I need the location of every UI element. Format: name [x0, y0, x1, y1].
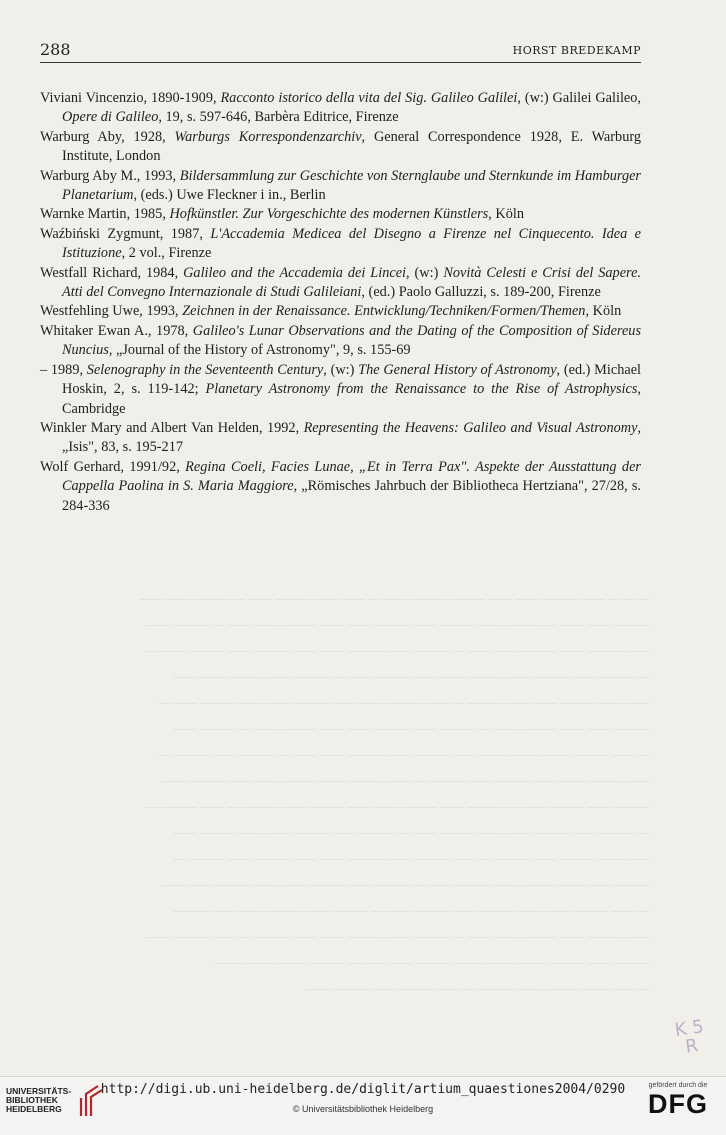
dfg-logo[interactable]: DFG	[648, 1089, 708, 1119]
reference-text: , Köln	[488, 206, 524, 223]
reference-text: , „Journal of the History of Astronomy", 9, s. 155-69	[108, 342, 411, 359]
reference-text: , (w:) Galilei Galileo,	[517, 90, 641, 106]
reference-text: Warburg Aby M., 1993,	[40, 167, 180, 184]
reference-text: , „Römisches Jahrbuch der Bibliotheca Hertziana", 27/28, s. 284-336	[62, 478, 641, 514]
reference-text: , General Correspondence 1928, E. Warburg Institute, London	[62, 128, 641, 165]
reference-entry	[40, 225, 641, 264]
pencil-note-line: K 5	[673, 1016, 705, 1042]
reference-text: , (w:)	[406, 264, 444, 281]
reference-title: Representing the Heavens: Galileo and Visual Astronomy	[303, 419, 638, 436]
logo-line: BIBLIOTHEK	[6, 1095, 58, 1105]
reference-entry	[40, 167, 641, 206]
reference-title: Regina Coeli, Facies Lunae, „Et in Terra Pax". Aspekte der Ausstattung der Cappella Paolina in S. Maria Maggiore	[62, 458, 641, 495]
copyright-notice: © Universitätsbibliothek Heidelberg	[292, 1104, 434, 1114]
reference-title: Selenography in the Seventeenth Century	[86, 361, 324, 378]
page-number: 288	[40, 40, 71, 59]
reference-title: Opere di Galileo	[62, 109, 159, 126]
reference-title: The General History of Astronomy	[358, 361, 557, 378]
reference-text: Winkler Mary and Albert Van Helden, 1992,	[40, 419, 304, 436]
reference-text: Warburg Aby, 1928,	[40, 128, 175, 145]
reference-text: , (w:)	[323, 361, 359, 378]
reference-text: Wolf Gerhard, 1991/92,	[40, 458, 186, 475]
reference-list	[40, 89, 641, 516]
reference-entry	[40, 458, 641, 516]
reference-title: Planetary Astronomy from the Renaissance to the Rise of Astrophysics	[205, 381, 638, 398]
reference-title: Zeichnen in der Renaissance. Entwicklung/Techniken/Formen/Themen	[182, 303, 586, 320]
reference-title: Hofkünstler. Zur Vorgeschichte des modernen Künstlers	[169, 206, 489, 223]
logo-line: HEIDELBERG	[6, 1104, 62, 1114]
reference-entry	[40, 302, 641, 321]
reference-text: Westfall Richard, 1984,	[40, 264, 184, 281]
reference-title: Galileo and the Accademia dei Lincei	[183, 264, 407, 281]
reference-title: Bildersammlung zur Geschichte von Sternglaube und Sternkunde im Hamburger Planetarium	[62, 167, 641, 204]
funder-block	[638, 1082, 718, 1119]
reference-text: , Köln	[585, 303, 622, 320]
reference-entry	[40, 205, 641, 224]
reference-text: Westfehling Uwe, 1993,	[40, 303, 183, 320]
reference-text: , Cambridge	[62, 381, 641, 417]
reference-text: Viviani Vincenzio, 1890-1909,	[40, 90, 221, 106]
reference-entry	[40, 419, 641, 458]
reference-text: , (eds.) Uwe Fleckner i in., Berlin	[133, 187, 326, 204]
reference-text: , (ed.) Paolo Galluzzi, s. 189-200, Firenze	[361, 284, 601, 301]
reference-entry	[40, 264, 641, 303]
reference-text: , 19, s. 597-646, Barbèra Editrice, Firenze	[158, 109, 399, 126]
reference-text: , (ed.) Michael Hoskin, 2, s. 119-142;	[62, 361, 642, 398]
footer-bar	[0, 1076, 726, 1135]
reference-title: Warburgs Korrespondenzarchiv	[174, 128, 362, 145]
show-through-text: — — — —— ——— —— —— ——— ——— —— — —— —— ——— —— — ——— —— —— ——— —— —— — ——— —— ——— —— ——— —— —— ——— —— —— — ——— —— —— ——— —— ——— —— —— — ——— —— ——— —— —— ——— —— ——— —— — — ——— —— ——— —— ——— —— —— ——— —— — ——— —— ——— —— —— —— —— ——— —— —— ——— — —— ——— —— —— ——— —— —— ——— —— — ——— —— —— ——— —— — ——— —— ——— —— —— ——— —— — ——— —— — —— ——— —— ——— —— —— ——— —— ——— —— —— — ——— —— ——— — —— ——— —— —— ——— —— ——— — —— ——— —— ——— —— —— ——— —— ——— —— ——— —— — ——— —— ——— —— —— ——— —— ——— — —— ——— — — ——— —— ——— —— —— ——— —— — ——— —— ——— —— —— ——— —— —— —— ——— —— ——— — —— ——— —— ——— —— —— ——— —— ——— — ——— —— —— ——— —— ——— —— — ——— —— ——— —— —— ——— —— —— — —— ——— —— —— ——— —— ——— —— — ——— —— ——— —— —— ——— —— ——— —— ——— —— —— — ——— —— ——— —— —— ——— — —— ——— —— ——— —— ——— —— ——— —— ——— —— —— — ——— —— ——— —— — —— —— ——— —— ——— — —— ——— —— ——— ——	[140, 591, 650, 995]
page-header	[40, 40, 641, 63]
logo-line: UNIVERSITÄTS-	[6, 1086, 72, 1096]
reference-text: , 2 vol., Firenze	[121, 245, 212, 262]
reference-text: – 1989,	[40, 361, 87, 378]
reference-entry	[40, 89, 641, 128]
reference-title: L'Accademia Medicea del Disegno a Firenze nel Cinquecento. Idea e Istituzione	[62, 225, 641, 262]
reference-text: Whitaker Ewan A., 1978,	[40, 322, 193, 339]
reference-title: Racconto istorico della vita del Sig. Galileo Galilei	[220, 90, 518, 106]
reference-title: Galileo's Lunar Observations and the Dating of the Composition of Sidereus Nuncius	[62, 322, 642, 359]
reference-title: Novità Celesti e Crisi del Sapere. Atti del Convegno Internazionale di Studi Galileiani	[62, 264, 641, 301]
reference-text: Waźbiński Zygmunt, 1987,	[40, 225, 211, 242]
pencil-note-line: R	[684, 1035, 700, 1058]
funding-note: gefördert durch die	[648, 1082, 708, 1089]
reference-entry	[40, 322, 641, 361]
reference-entry	[40, 361, 641, 419]
reference-text: Warnke Martin, 1985,	[40, 206, 170, 223]
reference-entry	[40, 128, 641, 167]
pencil-annotation	[674, 1018, 708, 1058]
reference-text: , „Isis", 83, s. 195-217	[62, 419, 642, 456]
permalink-url[interactable]: http://digi.ub.uni-heidelberg.de/diglit/artium_quaestiones2004/0290	[100, 1082, 626, 1097]
running-head: HORST BREDEKAMP	[512, 44, 641, 57]
